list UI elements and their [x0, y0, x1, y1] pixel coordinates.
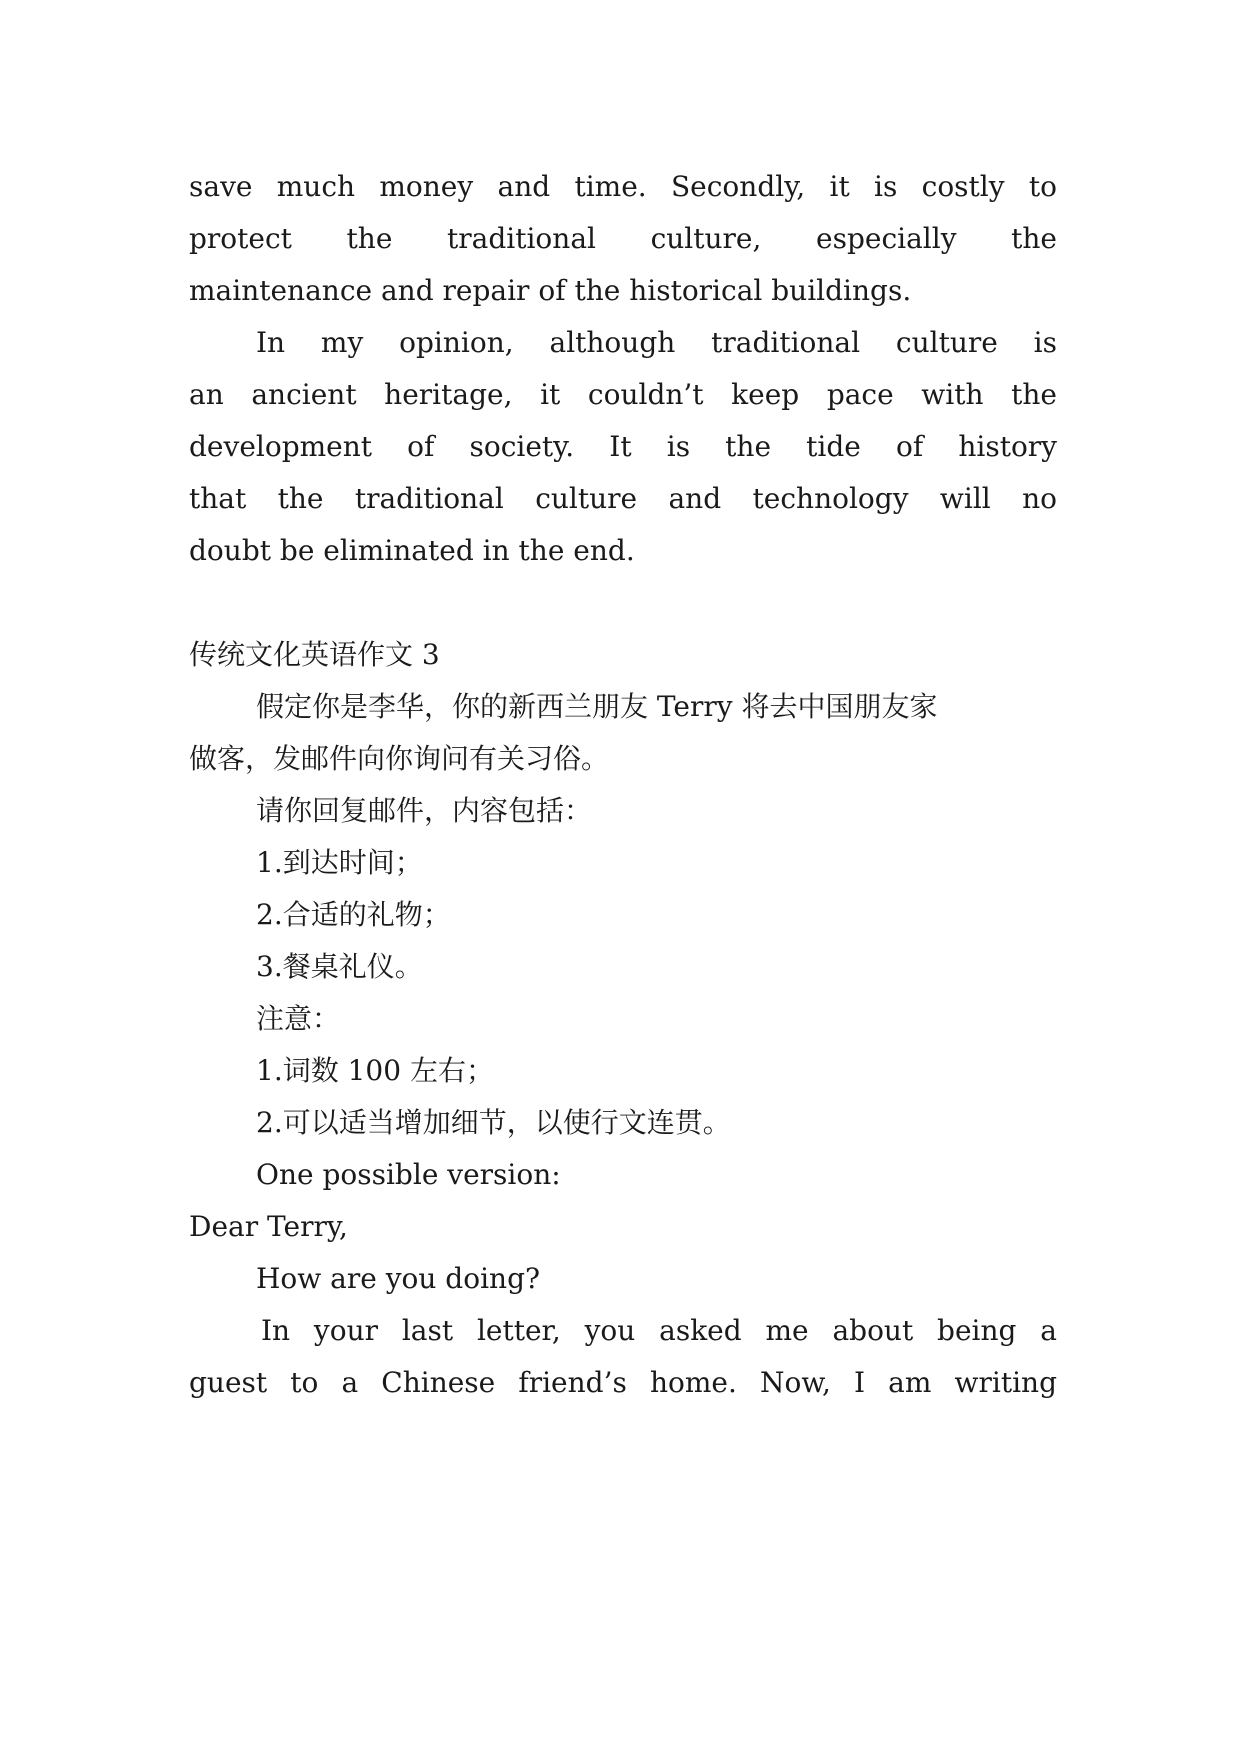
note-1: 1.词数 100 左右；: [256, 1054, 494, 1087]
para2-line-4: that the traditional culture and technology will no: [189, 482, 1057, 515]
para2-line-5: doubt be eliminated in the end.: [189, 534, 635, 567]
note-2: 2.可以适当增加细节，以使行文连贯。: [256, 1106, 731, 1139]
list-item-1: 1.到达时间；: [256, 846, 423, 879]
version-label: One possible version:: [256, 1158, 561, 1191]
letter-body-line-1: In your last letter, you asked me about being a: [261, 1314, 1057, 1347]
letter-opening: How are you doing?: [256, 1262, 541, 1295]
para2-line-3: development of society. It is the tide of history: [189, 430, 1057, 463]
letter-greeting: Dear Terry,: [189, 1210, 348, 1243]
prompt-line-1: 假定你是李华，你的新西兰朋友 Terry 将去中国朋友家: [256, 690, 938, 723]
list-item-3: 3.餐桌礼仪。: [256, 950, 423, 983]
para1-line-2: protect the traditional culture, especially the: [189, 222, 1057, 255]
prompt-line-2: 做客，发邮件向你询问有关习俗。: [189, 742, 610, 775]
para1-line-1: save much money and time. Secondly, it is costly to: [189, 170, 1057, 203]
para1-line-3: maintenance and repair of the historical buildings.: [189, 274, 912, 307]
list-item-2: 2.合适的礼物；: [256, 898, 451, 931]
instruction: 请你回复邮件，内容包括：: [256, 794, 593, 827]
section-title: 传统文化英语作文 3: [189, 638, 440, 671]
para2-line-2: an ancient heritage, it couldn’t keep pace with the: [189, 378, 1057, 411]
letter-body-line-2: guest to a Chinese friend’s home. Now, I am writing: [189, 1366, 1057, 1399]
para2-line-1: In my opinion, although traditional culture is: [256, 326, 1057, 359]
note-label: 注意：: [256, 1002, 341, 1035]
